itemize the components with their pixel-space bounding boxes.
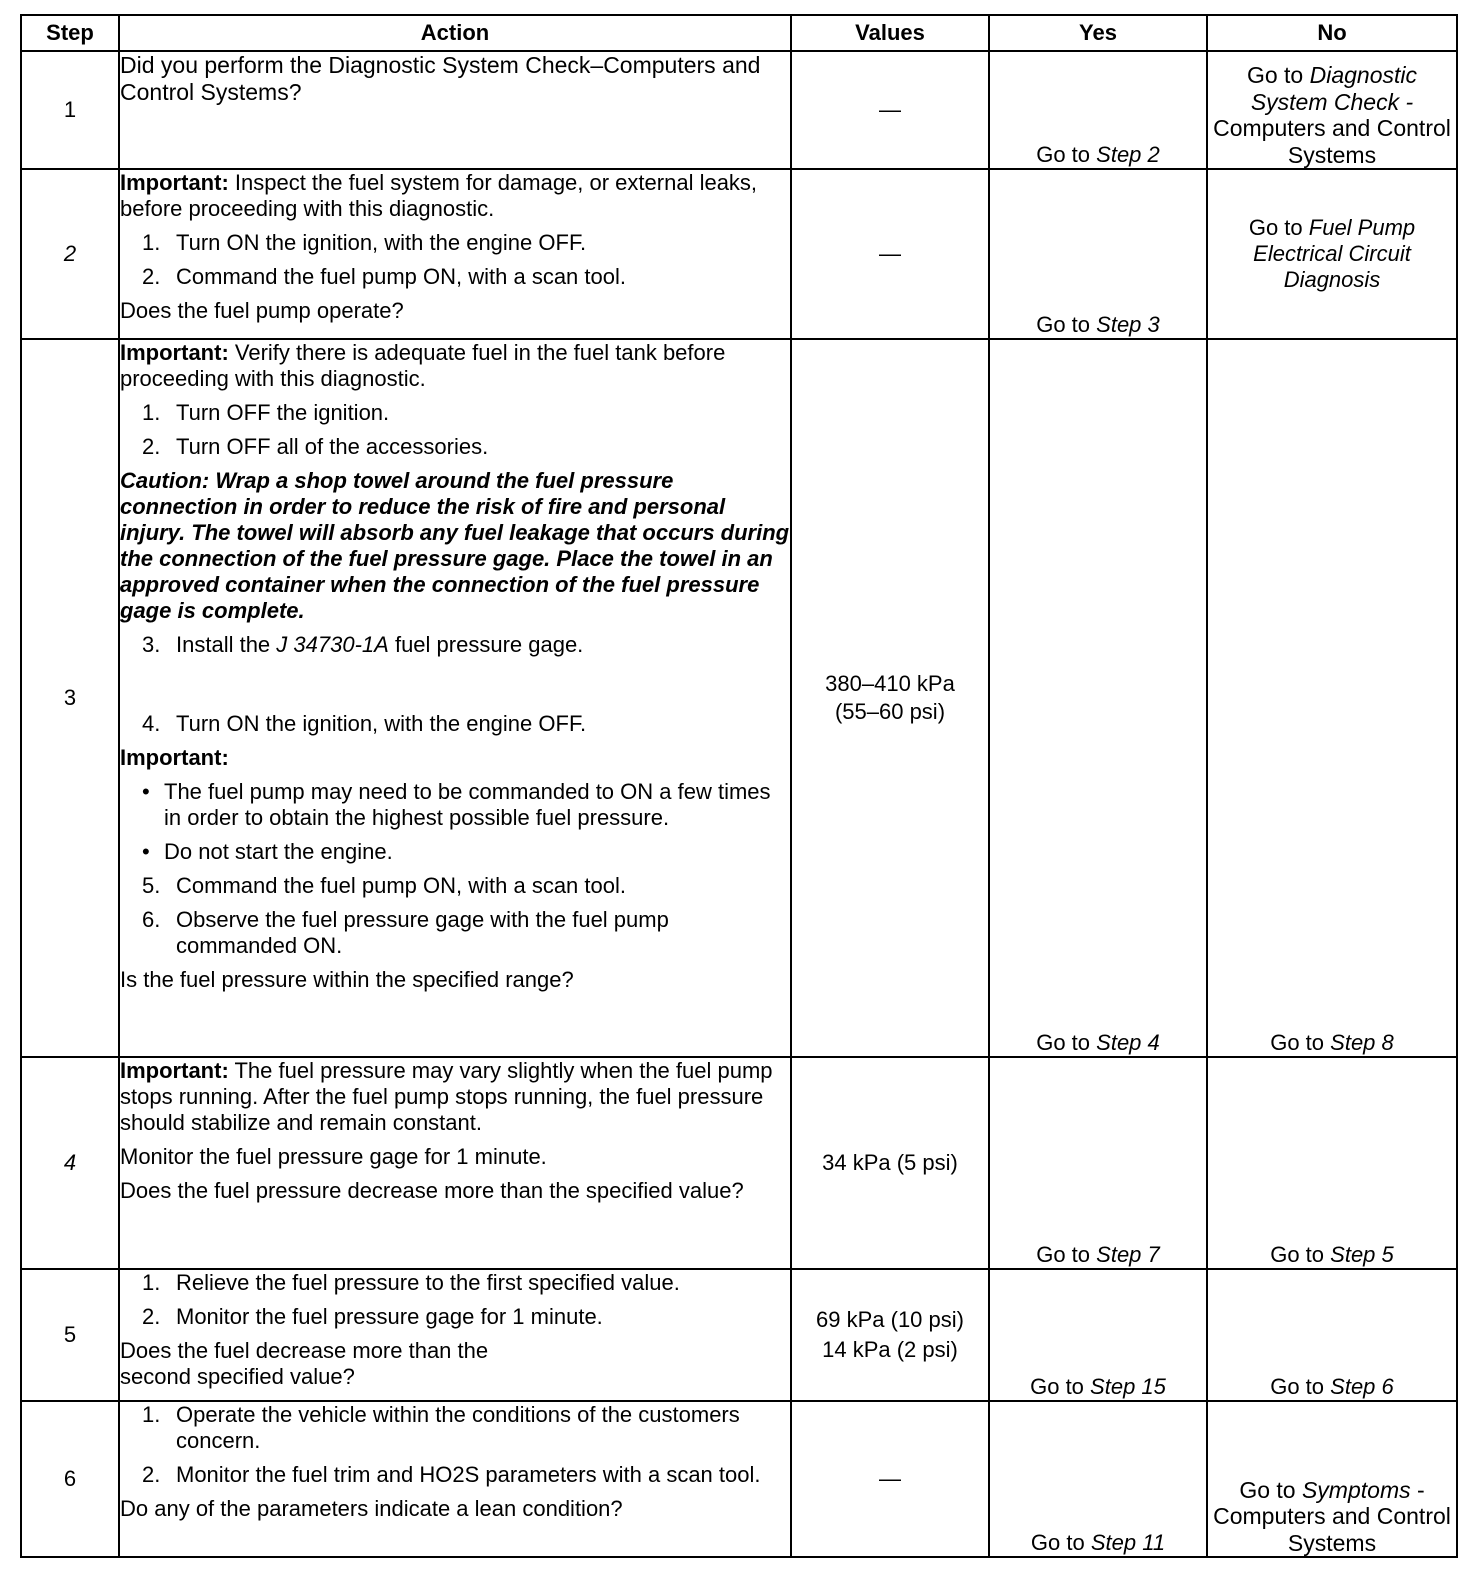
list-item xyxy=(142,1270,790,1296)
no-target: Step 6 xyxy=(1330,1374,1394,1400)
action-question: Is the fuel pressure within the specified range? xyxy=(120,967,574,993)
bullet-text: Do not start the engine. xyxy=(164,839,393,865)
action-question: Does the fuel decrease more than the second specified value? xyxy=(120,1337,489,1389)
important-text: Verify there is adequate fuel in the fuel tank before proceeding with this diagnostic. xyxy=(120,340,726,391)
action-instruction: Monitor the fuel pressure gage for 1 minute. xyxy=(120,1143,547,1169)
values-cell xyxy=(791,169,989,339)
no-target: Diagnostic System Check - xyxy=(1250,62,1418,115)
no-prefix: Go to xyxy=(1270,1030,1325,1056)
values-cell xyxy=(791,1057,989,1269)
bullet-icon: • xyxy=(142,839,150,865)
value-text: 69 kPa (10 psi) xyxy=(816,1307,964,1333)
list-number: 2. xyxy=(142,433,161,459)
action-question: Does the fuel pressure decrease more than the specified value? xyxy=(120,1177,744,1203)
action-cell xyxy=(119,1401,791,1557)
values-cell xyxy=(791,339,989,1057)
value-text: — xyxy=(879,97,901,123)
bullet-item xyxy=(142,839,790,865)
bullet-icon: • xyxy=(142,779,150,805)
step-number: 5 xyxy=(21,1269,119,1401)
table-row-step-2 xyxy=(21,169,1457,339)
list-number: 4. xyxy=(142,711,161,737)
list-number: 1. xyxy=(142,399,161,425)
list-item xyxy=(142,907,790,959)
no-prefix: Go to xyxy=(1246,62,1304,89)
caution-note: Caution: Wrap a shop towel around the fuel pressure connection in order to reduce the risk of fire and personal injury. The towel will absorb any fuel leakage that occurs during the connection of the fuel pressure gage. Place the towel in an approved container when the connection of the fuel pressure gage is complete. xyxy=(120,467,790,623)
list-item xyxy=(142,1402,790,1454)
yes-target: Step 4 xyxy=(1096,1030,1160,1056)
yes-cell xyxy=(989,1057,1207,1269)
step3-pre: Install the xyxy=(176,631,271,657)
yes-target: Step 15 xyxy=(1090,1374,1166,1400)
list-number: 3. xyxy=(142,631,161,657)
no-cell xyxy=(1207,169,1457,339)
list-item xyxy=(142,873,790,899)
value-text: 34 kPa (5 psi) xyxy=(822,1150,958,1176)
important-note xyxy=(120,170,790,222)
tool-number: J 34730-1A xyxy=(276,631,389,657)
header-row xyxy=(21,15,1457,51)
list-text: Turn OFF the ignition. xyxy=(176,399,390,425)
step-number: 1 xyxy=(21,51,119,169)
important-note xyxy=(120,1058,790,1136)
list-item xyxy=(142,400,790,426)
yes-cell xyxy=(989,51,1207,169)
no-cell xyxy=(1207,51,1457,169)
action-cell xyxy=(119,51,791,169)
list-text: Command the fuel pump ON, with a scan tool. xyxy=(176,873,626,899)
yes-prefix: Go to xyxy=(1036,312,1091,338)
yes-prefix: Go to xyxy=(1036,1242,1091,1268)
no-cell xyxy=(1207,339,1457,1057)
list-number: 2. xyxy=(142,1461,161,1487)
yes-prefix: Go to xyxy=(1036,1030,1091,1056)
list-text: Observe the fuel pressure gage with the fuel pump commanded ON. xyxy=(176,907,669,959)
list-number: 2. xyxy=(142,1303,161,1329)
no-target: Step 8 xyxy=(1330,1030,1394,1056)
no-prefix: Go to xyxy=(1270,1242,1325,1268)
table-row-step-4 xyxy=(21,1057,1457,1269)
step-number: 4 xyxy=(21,1057,119,1269)
important-note xyxy=(120,745,790,771)
list-text xyxy=(176,632,790,658)
step-number: 3 xyxy=(21,339,119,1057)
list-number: 6. xyxy=(142,907,161,933)
important-text: The fuel pressure may vary slightly when the fuel pump stops running. After the fuel pump stops running, the fuel pressure should stabilize and remain constant. xyxy=(120,1058,773,1135)
important-label: Important: xyxy=(120,1058,229,1083)
list-text: Turn ON the ignition, with the engine OFF. xyxy=(176,711,587,737)
yes-target: Step 7 xyxy=(1096,1242,1160,1268)
value-text: 380–410 kPa xyxy=(825,671,955,697)
no-cell xyxy=(1207,1401,1457,1557)
yes-target: Step 3 xyxy=(1096,312,1160,338)
action-question: Do any of the parameters indicate a lean condition? xyxy=(120,1495,623,1521)
action-cell xyxy=(119,1269,791,1401)
no-prefix: Go to xyxy=(1248,215,1303,241)
yes-prefix: Go to xyxy=(1030,1530,1085,1556)
header-values: Values xyxy=(791,15,989,51)
no-target: Symptoms xyxy=(1301,1476,1411,1503)
important-note xyxy=(120,340,790,392)
no-suffix: -Computers and Control Systems xyxy=(1213,1476,1451,1556)
yes-prefix: Go to xyxy=(1030,1374,1084,1400)
values-cell xyxy=(791,51,989,169)
yes-cell xyxy=(989,169,1207,339)
bullet-text: The fuel pump may need to be commanded to ON a few times in order to obtain the highest possible fuel pressure. xyxy=(164,779,771,831)
step-number: 6 xyxy=(21,1401,119,1557)
list-text: Command the fuel pump ON, with a scan tool. xyxy=(176,263,626,289)
list-text: Relieve the fuel pressure to the first specified value. xyxy=(176,1270,680,1295)
yes-cell xyxy=(989,1269,1207,1401)
spacer xyxy=(120,665,790,711)
value-text: (55–60 psi) xyxy=(834,699,946,724)
list-item xyxy=(142,264,790,290)
table-row-step-6 xyxy=(21,1401,1457,1557)
header-no: No xyxy=(1207,15,1457,51)
no-cell xyxy=(1207,1057,1457,1269)
list-number: 1. xyxy=(142,1270,161,1295)
header-action: Action xyxy=(119,15,791,51)
list-item xyxy=(142,632,790,658)
list-item xyxy=(142,1462,790,1488)
list-text: Turn OFF all of the accessories. xyxy=(176,433,489,459)
table-row-step-1 xyxy=(21,51,1457,169)
diagnostic-table xyxy=(20,14,1458,1558)
header-step: Step xyxy=(21,15,119,51)
yes-prefix: Go to xyxy=(1036,142,1091,168)
yes-cell xyxy=(989,1401,1207,1557)
table-row-step-3 xyxy=(21,339,1457,1057)
list-number: 2. xyxy=(142,263,161,289)
important-label: Important: xyxy=(120,170,229,195)
list-item xyxy=(142,434,790,460)
list-item xyxy=(142,1304,790,1330)
list-number: 1. xyxy=(142,229,161,255)
no-prefix: Go to xyxy=(1270,1374,1325,1400)
no-cell xyxy=(1207,1269,1457,1401)
action-question: Does the fuel pump operate? xyxy=(120,297,404,323)
no-target: Fuel Pump Electrical Circuit Diagnosis xyxy=(1253,215,1416,292)
value-text: — xyxy=(879,1466,901,1492)
no-target: Step 5 xyxy=(1330,1242,1394,1268)
action-cell xyxy=(119,1057,791,1269)
step3-post: fuel pressure gage. xyxy=(394,631,584,657)
value-text: — xyxy=(879,241,901,267)
list-item xyxy=(142,230,790,256)
important-label: Important: xyxy=(120,745,229,771)
list-item xyxy=(142,711,790,737)
bullet-item xyxy=(142,779,790,831)
yes-target: Step 2 xyxy=(1096,142,1160,168)
list-number: 1. xyxy=(142,1402,161,1427)
important-label: Important: xyxy=(120,340,229,365)
step-number: 2 xyxy=(21,169,119,339)
header-yes: Yes xyxy=(989,15,1207,51)
list-text: Operate the vehicle within the conditions of the customers concern. xyxy=(176,1402,740,1453)
values-cell xyxy=(791,1269,989,1401)
action-question: Did you perform the Diagnostic System Check–Computers and Control Systems? xyxy=(120,52,761,106)
list-text: Turn ON the ignition, with the engine OFF. xyxy=(176,229,587,255)
values-cell xyxy=(791,1401,989,1557)
yes-cell xyxy=(989,339,1207,1057)
no-suffix: Computers and Control Systems xyxy=(1213,115,1451,168)
no-prefix: Go to xyxy=(1239,1476,1296,1503)
important-text: Inspect the fuel system for damage, or external leaks, before proceeding with this diagnostic. xyxy=(120,170,758,221)
list-number: 5. xyxy=(142,873,161,899)
action-cell xyxy=(119,169,791,339)
yes-target: Step 11 xyxy=(1090,1530,1166,1556)
action-cell xyxy=(119,339,791,1057)
list-text: Monitor the fuel trim and HO2S parameters with a scan tool. xyxy=(176,1461,761,1487)
list-text: Monitor the fuel pressure gage for 1 minute. xyxy=(176,1303,603,1329)
table-row-step-5 xyxy=(21,1269,1457,1401)
value-text: 14 kPa (2 psi) xyxy=(822,1337,958,1362)
